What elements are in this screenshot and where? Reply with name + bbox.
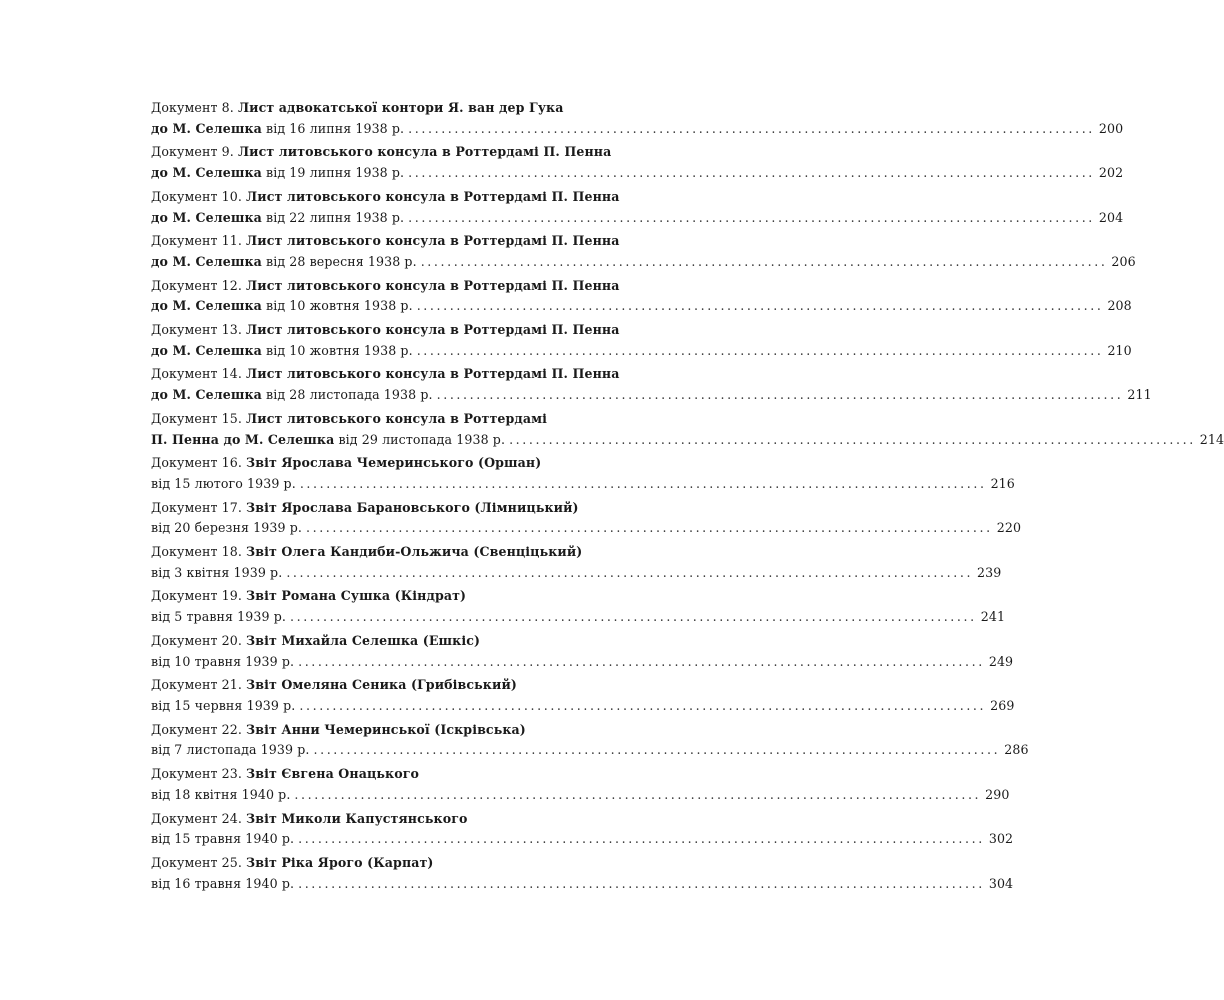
page-number: 206 xyxy=(1111,253,1136,269)
dot-leader: ........................................................................................................ xyxy=(408,209,1095,225)
dot-leader: ........................................................................................................ xyxy=(289,609,977,625)
entry-first-line xyxy=(151,764,600,785)
document-addressee: до М. Селешка xyxy=(151,209,262,225)
entry-lead xyxy=(151,607,286,628)
dot-leader: ........................................................................................................ xyxy=(298,653,985,669)
entry-second-line xyxy=(151,430,1224,451)
document-title: Лист литовського консула в Роттердамі xyxy=(246,410,548,426)
entry-first-line xyxy=(151,409,600,430)
document-addressee: до М. Селешка xyxy=(151,253,262,269)
dot-leader: ........................................................................................................ xyxy=(286,564,974,580)
document-number: Документ 14. xyxy=(151,366,247,382)
document-date: від 15 травня 1940 р. xyxy=(151,831,295,847)
entry-lead xyxy=(151,163,404,184)
document-date: від 28 вересня 1938 р. xyxy=(261,253,417,269)
page-number: 249 xyxy=(988,653,1014,669)
dot-leader: ........................................................................................................ xyxy=(313,742,1001,758)
entry-second-line xyxy=(151,874,1014,895)
document-title: Звіт Михайла Селешка (Ешкіс) xyxy=(246,632,481,648)
toc-entry[interactable] xyxy=(151,498,1022,539)
document-title: Лист литовського консула в Роттердамі П. Пенна xyxy=(237,144,612,160)
entry-second-line xyxy=(151,252,1136,273)
document-title: Лист литовського консула в Роттердамі П. Пенна xyxy=(246,277,620,293)
document-addressee: П. Пенна до М. Селешка xyxy=(151,431,335,447)
document-title: Звіт Євгена Онацького xyxy=(246,766,420,782)
entry-first-line xyxy=(151,320,620,341)
page-number: 210 xyxy=(1107,342,1132,358)
document-date: від 15 червня 1939 р. xyxy=(151,697,296,713)
entry-second-line xyxy=(151,740,1029,761)
document-date: від 16 травня 1940 р. xyxy=(151,875,295,891)
page-number: 200 xyxy=(1098,120,1124,136)
document-date: від 29 листопада 1938 р. xyxy=(334,431,506,447)
dot-leader: ........................................................................................................ xyxy=(298,831,985,847)
toc-entry[interactable] xyxy=(151,453,1015,494)
document-title: Звіт Анни Чемеринської (Іскрівська) xyxy=(246,721,526,737)
document-number: Документ 8. xyxy=(151,100,238,115)
dot-leader: ........................................................................................................ xyxy=(305,520,993,536)
toc-entry[interactable] xyxy=(151,364,1152,405)
entry-lead xyxy=(151,385,433,406)
document-date: від 7 листопада 1939 р. xyxy=(151,742,310,758)
entry-first-line xyxy=(151,187,620,208)
document-title: Звіт Олега Кандиби-Ольжича (Свенціцький) xyxy=(246,544,583,560)
document-date: від 10 жовтня 1938 р. xyxy=(261,342,413,358)
document-date: від 10 жовтня 1938 р. xyxy=(261,298,413,314)
page-number: 220 xyxy=(996,520,1022,536)
toc-entry[interactable] xyxy=(151,142,1124,183)
entry-first-line xyxy=(151,586,600,607)
entry-first-line xyxy=(151,453,600,474)
document-date: від 10 травня 1939 р. xyxy=(151,653,295,669)
toc-entry[interactable] xyxy=(151,720,1029,761)
entry-lead xyxy=(151,696,295,717)
toc-entry[interactable] xyxy=(151,542,1002,583)
page-number: 214 xyxy=(1199,431,1224,447)
dot-leader: ........................................................................................................ xyxy=(408,120,1095,136)
dot-leader: ........................................................................................................ xyxy=(299,697,987,713)
document-number: Документ 19. xyxy=(151,588,247,604)
document-number: Документ 16. xyxy=(151,455,247,471)
entry-first-line xyxy=(151,809,600,830)
document-date: від 18 квітня 1940 р. xyxy=(151,786,291,802)
toc-entry[interactable] xyxy=(151,276,1132,317)
document-number: Документ 13. xyxy=(151,322,247,338)
entry-first-line xyxy=(151,498,600,519)
toc-entry[interactable] xyxy=(151,231,1136,272)
document-number: Документ 23. xyxy=(151,766,247,782)
document-date: від 3 квітня 1939 р. xyxy=(151,564,283,580)
entry-lead xyxy=(151,829,294,850)
entry-lead xyxy=(151,740,309,761)
toc-entry[interactable] xyxy=(151,764,1010,805)
entry-lead xyxy=(151,652,294,673)
dot-leader: ........................................................................................................ xyxy=(299,475,987,491)
entry-second-line xyxy=(151,385,1152,406)
document-addressee: до М. Селешка xyxy=(151,165,262,181)
document-date: від 22 липня 1938 р. xyxy=(261,209,405,225)
document-title: Звіт Миколи Капустянського xyxy=(246,810,468,826)
entry-lead xyxy=(151,341,413,362)
document-title: Звіт Ярослава Чемеринського (Оршан) xyxy=(246,455,542,471)
toc-entry[interactable] xyxy=(151,809,1014,850)
entry-first-line xyxy=(151,98,600,119)
document-title: Звіт Ріка Ярого (Карпат) xyxy=(246,854,434,870)
entry-second-line xyxy=(151,163,1124,184)
entry-lead xyxy=(151,119,404,140)
entry-second-line xyxy=(151,119,1124,140)
document-addressee: до М. Селешка xyxy=(151,298,262,314)
document-date: від 19 липня 1938 р. xyxy=(261,165,405,181)
entry-lead xyxy=(151,252,417,273)
dot-leader: ........................................................................................................ xyxy=(436,387,1124,403)
document-addressee: до М. Селешка xyxy=(151,120,262,136)
document-title: Лист адвокатської контори Я. ван дер Гука xyxy=(237,100,564,115)
document-number: Документ 15. xyxy=(151,410,247,426)
page-number: 208 xyxy=(1107,298,1132,314)
document-number: Документ 24. xyxy=(151,810,247,826)
document-number: Документ 25. xyxy=(151,854,247,870)
entry-second-line xyxy=(151,474,1015,495)
page-number: 302 xyxy=(988,831,1014,847)
dot-leader: ........................................................................................................ xyxy=(408,165,1095,181)
dot-leader: ........................................................................................................ xyxy=(416,342,1104,358)
document-number: Документ 11. xyxy=(151,233,247,249)
page-number: 204 xyxy=(1098,209,1124,225)
entry-second-line xyxy=(151,607,1006,628)
toc-entry[interactable] xyxy=(151,853,1014,894)
toc-entry[interactable] xyxy=(151,98,1124,139)
document-date: від 28 листопада 1938 р. xyxy=(261,387,433,403)
document-title: Звіт Романа Сушка (Кіндрат) xyxy=(246,588,467,604)
page-number: 216 xyxy=(990,475,1015,491)
entry-lead xyxy=(151,563,282,584)
document-date: від 5 травня 1939 р. xyxy=(151,609,286,625)
entry-lead xyxy=(151,785,290,806)
toc-entry[interactable] xyxy=(151,631,1014,672)
entry-first-line xyxy=(151,720,600,741)
page-number: 304 xyxy=(988,875,1014,891)
page-number: 202 xyxy=(1098,165,1124,181)
entry-second-line xyxy=(151,829,1014,850)
document-number: Документ 12. xyxy=(151,277,247,293)
entry-second-line xyxy=(151,341,1132,362)
document-date: від 15 лютого 1939 р. xyxy=(151,475,296,491)
entry-first-line xyxy=(151,276,620,297)
toc-entry[interactable] xyxy=(151,586,1006,627)
entry-first-line xyxy=(151,142,612,163)
document-number: Документ 10. xyxy=(151,188,247,204)
page-number: 239 xyxy=(977,564,1002,580)
page-number: 286 xyxy=(1004,742,1029,758)
entry-second-line xyxy=(151,785,1010,806)
toc-entry[interactable] xyxy=(151,320,1132,361)
page-number: 241 xyxy=(980,609,1006,625)
dot-leader: ........................................................................................................ xyxy=(420,253,1108,269)
document-date: від 16 липня 1938 р. xyxy=(261,120,405,136)
entry-lead xyxy=(151,296,413,317)
document-addressee: до М. Селешка xyxy=(151,342,262,358)
document-number: Документ 20. xyxy=(151,632,247,648)
dot-leader: ........................................................................................................ xyxy=(294,786,982,802)
document-number: Документ 18. xyxy=(151,544,247,560)
entry-first-line xyxy=(151,675,600,696)
toc-entry[interactable] xyxy=(151,675,1015,716)
entry-first-line xyxy=(151,542,600,563)
entry-second-line xyxy=(151,563,1002,584)
entry-lead xyxy=(151,208,404,229)
entry-first-line xyxy=(151,631,600,652)
dot-leader: ........................................................................................................ xyxy=(298,875,985,891)
dot-leader: ........................................................................................................ xyxy=(416,298,1104,314)
entry-second-line xyxy=(151,208,1124,229)
entry-first-line xyxy=(151,231,620,252)
entry-second-line xyxy=(151,652,1014,673)
document-number: Документ 9. xyxy=(151,144,238,160)
entry-second-line xyxy=(151,518,1022,539)
toc-entry[interactable] xyxy=(151,409,1224,450)
entry-second-line xyxy=(151,696,1015,717)
entry-lead xyxy=(151,518,302,539)
document-title: Лист литовського консула в Роттердамі П. Пенна xyxy=(246,366,620,382)
document-date: від 20 березня 1939 р. xyxy=(151,520,302,536)
entry-first-line xyxy=(151,853,600,874)
entry-second-line xyxy=(151,296,1132,317)
document-number: Документ 21. xyxy=(151,677,247,693)
document-title: Лист литовського консула в Роттердамі П. Пенна xyxy=(246,188,620,204)
entry-first-line xyxy=(151,364,620,385)
document-title: Лист литовського консула в Роттердамі П. Пенна xyxy=(246,233,620,249)
document-title: Лист литовського консула в Роттердамі П. Пенна xyxy=(246,322,620,338)
toc-entry[interactable] xyxy=(151,187,1124,228)
document-title: Звіт Омеляна Сеника (Грибівський) xyxy=(246,677,517,693)
table-of-contents xyxy=(151,98,1224,897)
entry-lead xyxy=(151,430,505,451)
dot-leader: ........................................................................................................ xyxy=(509,431,1196,447)
document-number: Документ 22. xyxy=(151,721,247,737)
page-number: 290 xyxy=(985,786,1010,802)
document-number: Документ 17. xyxy=(151,499,247,515)
entry-lead xyxy=(151,874,294,895)
document-title: Звіт Ярослава Барановського (Лімницький) xyxy=(246,499,579,515)
page-number: 269 xyxy=(990,697,1015,713)
page-number: 211 xyxy=(1127,387,1152,403)
document-addressee: до М. Селешка xyxy=(151,387,262,403)
entry-lead xyxy=(151,474,296,495)
